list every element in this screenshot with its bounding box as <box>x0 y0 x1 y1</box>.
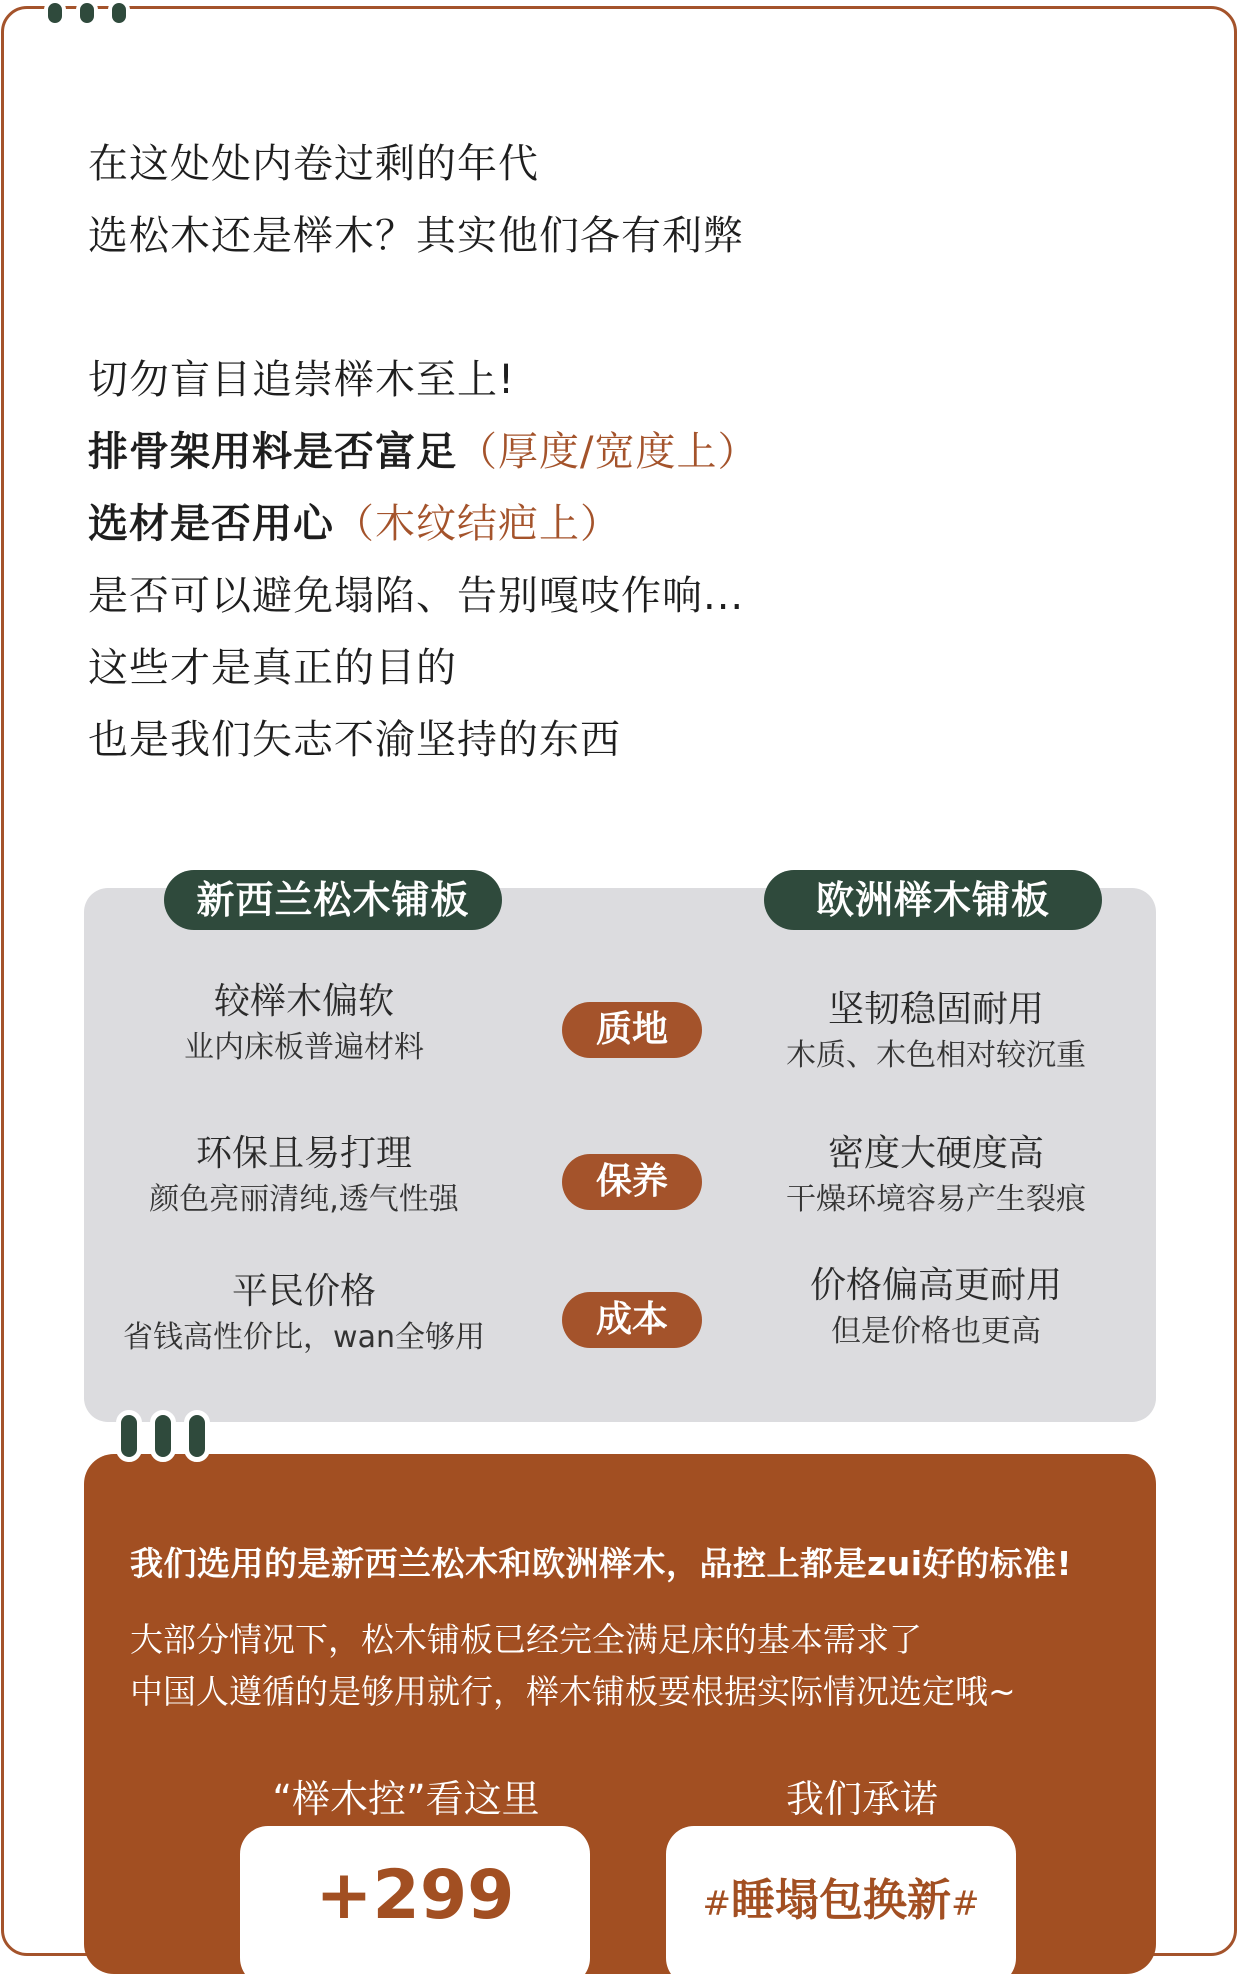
panel-body <box>130 1614 1016 1718</box>
pine-main: 平民价格 <box>231 1271 376 1312</box>
comparison-card <box>84 878 1156 1422</box>
beech-board-title: 欧洲榉木铺板 <box>764 870 1102 930</box>
criterion-badge: 保养 <box>562 1154 702 1210</box>
intro-line-emphasis <box>88 416 1168 488</box>
intro-line-accent: （木纹结疤上） <box>334 501 621 547</box>
comparison-row <box>84 1130 1156 1250</box>
hash-mark: # <box>951 1884 980 1924</box>
promise-text: 睡塌包换新 <box>731 1875 951 1926</box>
intro-line: 在这处处内卷过剩的年代 <box>88 141 539 187</box>
beech-cell <box>726 986 1146 1078</box>
beech-main: 密度大硬度高 <box>827 1133 1044 1174</box>
beech-fan-label: “榉木控”看这里 <box>272 1777 540 1821</box>
decorative-dots <box>116 1410 210 1462</box>
dot-icon <box>76 0 98 27</box>
criterion-badge: 成本 <box>562 1292 702 1348</box>
beech-sub: 木质、木色相对较沉重 <box>786 1038 1086 1073</box>
intro-line-emphasis <box>88 488 1168 560</box>
pine-cell <box>94 1130 514 1222</box>
beech-cell <box>726 1262 1146 1354</box>
intro-line: 这些才是真正的目的 <box>88 645 457 691</box>
pine-sub: 颜色亮丽清纯,透气性强 <box>149 1182 459 1217</box>
promise-card <box>666 1826 1016 1986</box>
intro-text <box>88 128 1168 776</box>
pine-cell <box>94 978 514 1070</box>
beech-sub: 但是价格也更高 <box>831 1314 1041 1349</box>
comparison-row <box>84 978 1156 1098</box>
dot-icon <box>44 0 66 27</box>
intro-line: 选松木还是榉木？其实他们各有利弊 <box>88 213 744 259</box>
panel-body-line: 大部分情况下，松木铺板已经完全满足床的基本需求了 <box>130 1620 922 1659</box>
comparison-row <box>84 1265 1156 1388</box>
panel-headline: 我们选用的是新西兰松木和欧洲榉木，品控上都是zui好的标准! <box>130 1544 1073 1583</box>
dot-icon <box>184 1410 210 1462</box>
panel-body-line: 中国人遵循的是够用就行，榉木铺板要根据实际情况选定哦~ <box>130 1672 1016 1711</box>
beech-main: 坚韧稳固耐用 <box>827 989 1044 1030</box>
pine-sub: 省钱高性价比，wan全够用 <box>123 1320 485 1355</box>
promise-label: 我们承诺 <box>785 1777 938 1821</box>
pine-cell <box>94 1268 514 1360</box>
dot-icon <box>108 0 130 27</box>
intro-line-accent: （厚度/宽度上） <box>457 429 759 475</box>
pine-main: 环保且易打理 <box>195 1133 412 1174</box>
intro-line: 也是我们矢志不渝坚持的东西 <box>88 717 621 763</box>
intro-line: 是否可以避免塌陷、告别嘎吱作响... <box>88 573 745 619</box>
intro-line-main: 选材是否用心 <box>88 501 334 547</box>
beech-cell <box>726 1130 1146 1222</box>
dot-icon <box>150 1410 176 1462</box>
pine-main: 较榉木偏软 <box>213 981 394 1022</box>
decorative-dots <box>44 0 130 27</box>
price-card: +299 <box>240 1826 590 1986</box>
criterion-badge: 质地 <box>562 1002 702 1058</box>
hash-mark: # <box>702 1884 731 1924</box>
intro-line-main: 排骨架用料是否富足 <box>88 429 457 475</box>
pine-sub: 业内床板普遍材料 <box>184 1030 424 1065</box>
pine-board-title: 新西兰松木铺板 <box>164 870 502 930</box>
beech-sub: 干燥环境容易产生裂痕 <box>786 1182 1086 1217</box>
intro-line: 切勿盲目追崇榉木至上! <box>88 357 516 403</box>
promise-panel <box>84 1454 1156 1974</box>
dot-icon <box>116 1410 142 1462</box>
beech-main: 价格偏高更耐用 <box>809 1265 1062 1306</box>
